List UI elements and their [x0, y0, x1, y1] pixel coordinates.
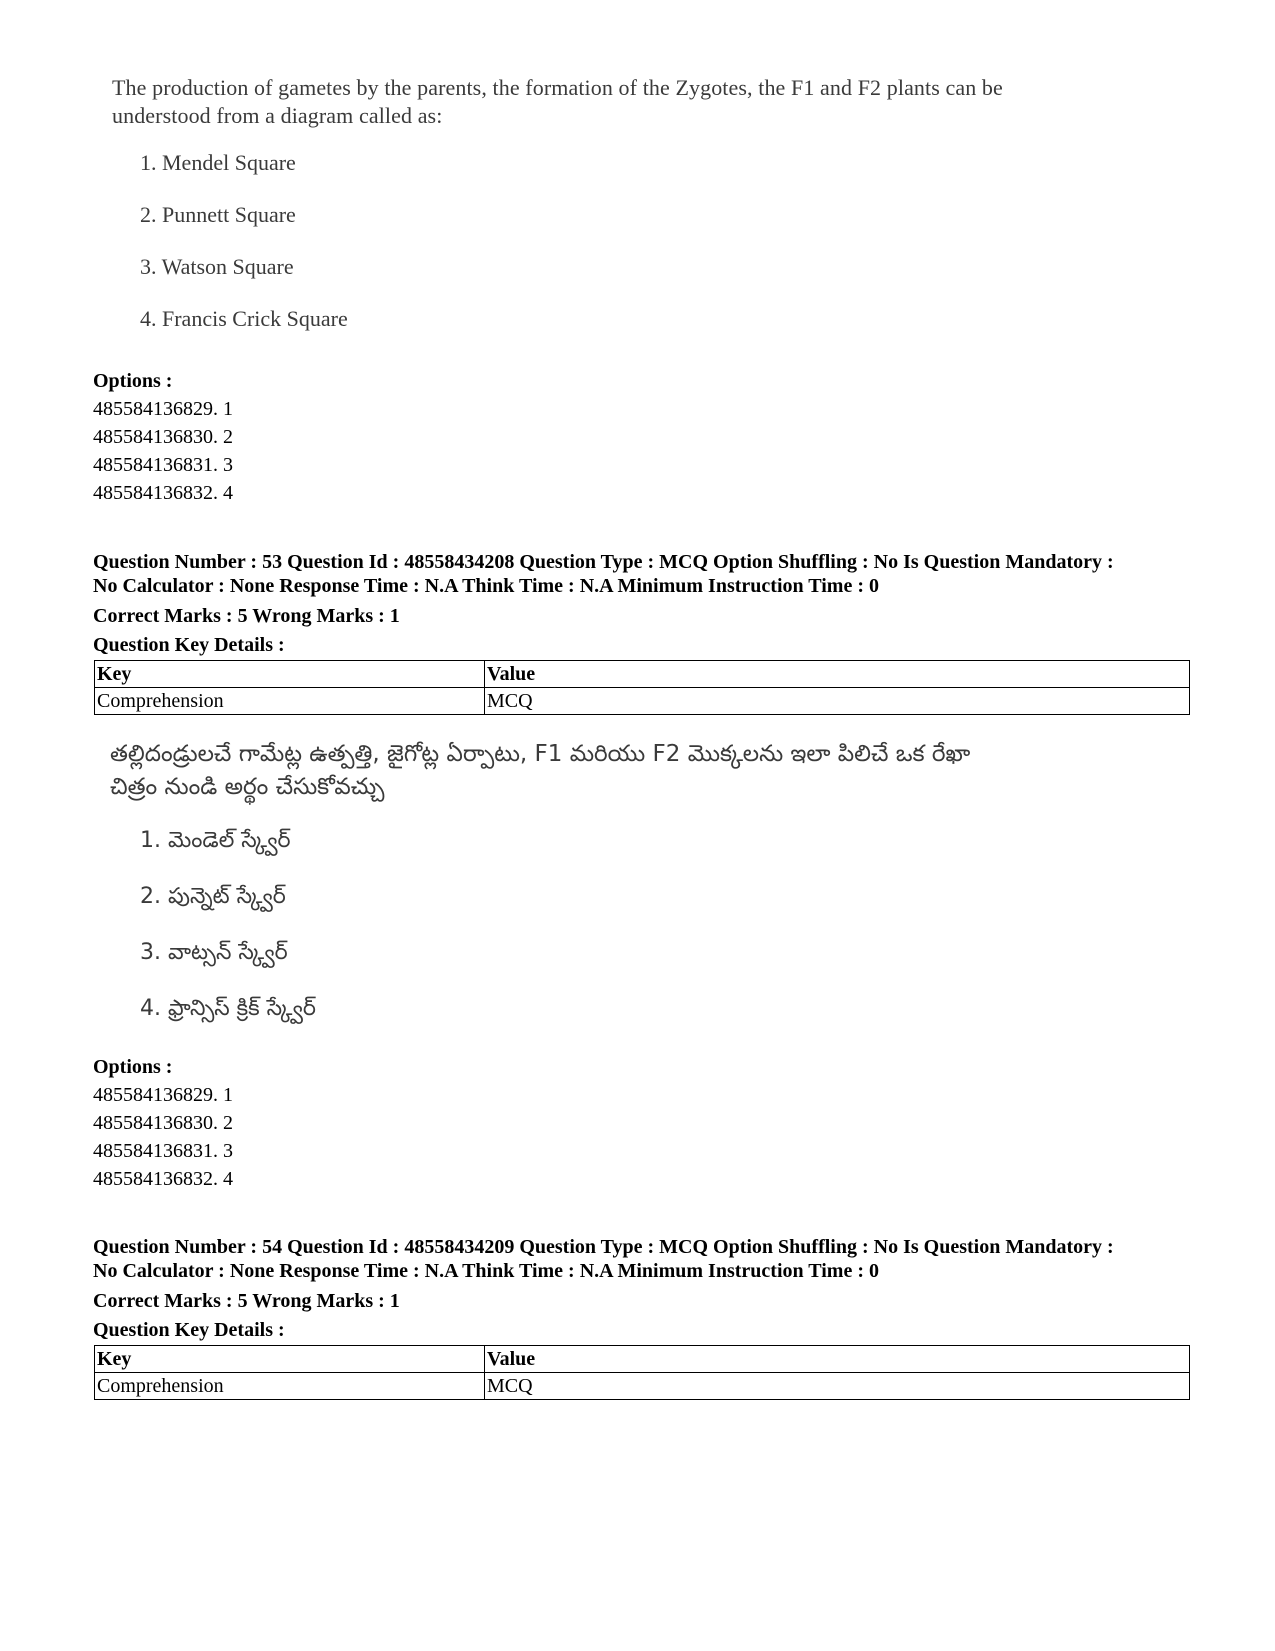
question-stem-line: చిత్రం నుండి అర్థం చేసుకోవచ్చు: [110, 774, 385, 800]
table-cell: Comprehension: [95, 688, 485, 715]
option-row: 485584136830. 2: [93, 1112, 233, 1134]
marks-line: Correct Marks : 5 Wrong Marks : 1: [93, 1290, 400, 1312]
table-header-cell: Key: [95, 1346, 485, 1373]
option-row: 485584136832. 4: [93, 482, 233, 504]
table-header-cell: Value: [485, 661, 1190, 688]
choice-item: 4. Francis Crick Square: [140, 306, 348, 331]
choice-item: 2. పున్నెట్ స్క్వేర్: [140, 884, 286, 909]
key-details-label: Question Key Details :: [93, 1319, 285, 1341]
choice-item: 2. Punnett Square: [140, 202, 296, 227]
question-stem-line: తల్లిదండ్రులచే గామేట్ల ఉత్పత్తి, జైగోట్ల ఏర్పాటు, F1 మరియు F2 మొక్కలను ఇలా పిలిచే ఒక రేఖా: [110, 741, 971, 767]
question-meta-line: Question Number : 53 Question Id : 48558434208 Question Type : MCQ Option Shuffling : No Is Question Mandatory :: [93, 551, 1114, 573]
options-label: Options :: [93, 1056, 173, 1078]
option-row: 485584136831. 3: [93, 454, 233, 476]
choice-item: 3. వాట్సన్ స్క్వేర్: [140, 940, 288, 965]
question-meta: [93, 1235, 1193, 1283]
table-header-row: [95, 661, 1190, 688]
question-meta-line: No Calculator : None Response Time : N.A Think Time : N.A Minimum Instruction Time : 0: [93, 1260, 879, 1282]
question-stem-telugu: [110, 738, 1180, 804]
question-image-telugu: [100, 738, 1180, 1021]
options-label: Options :: [93, 370, 173, 392]
question-meta-line: No Calculator : None Response Time : N.A Think Time : N.A Minimum Instruction Time : 0: [93, 575, 879, 597]
marks-line: Correct Marks : 5 Wrong Marks : 1: [93, 605, 400, 627]
table-cell: MCQ: [485, 1373, 1190, 1400]
option-row: 485584136829. 1: [93, 1084, 233, 1106]
table-cell: MCQ: [485, 688, 1190, 715]
question-meta-line: Question Number : 54 Question Id : 48558434209 Question Type : MCQ Option Shuffling : No Is Question Mandatory :: [93, 1236, 1114, 1258]
question-meta: [93, 550, 1193, 598]
table-row: [95, 1373, 1190, 1400]
table-row: [95, 688, 1190, 715]
choice-item: 1. Mendel Square: [140, 150, 296, 175]
table-cell: Comprehension: [95, 1373, 485, 1400]
choice-item: 1. మెండెల్ స్క్వేర్: [140, 828, 291, 853]
question-image-english: [100, 74, 1180, 331]
table-header-cell: Key: [95, 661, 485, 688]
key-details-table: [94, 1345, 1190, 1400]
table-header-cell: Value: [485, 1346, 1190, 1373]
question-stem-english: The production of gametes by the parents, the formation of the Zygotes, the F1 and F2 plants can be understood from a diagram called as:: [112, 75, 1003, 128]
option-row: 485584136829. 1: [93, 398, 233, 420]
key-details-table: [94, 660, 1190, 715]
choice-item: 3. Watson Square: [140, 254, 294, 279]
option-row: 485584136831. 3: [93, 1140, 233, 1162]
key-details-label: Question Key Details :: [93, 634, 285, 656]
option-row: 485584136830. 2: [93, 426, 233, 448]
table-header-row: [95, 1346, 1190, 1373]
option-row: 485584136832. 4: [93, 1168, 233, 1190]
choice-item: 4. ఫ్రాన్సిస్ క్రిక్ స్క్వేర్: [140, 996, 316, 1021]
